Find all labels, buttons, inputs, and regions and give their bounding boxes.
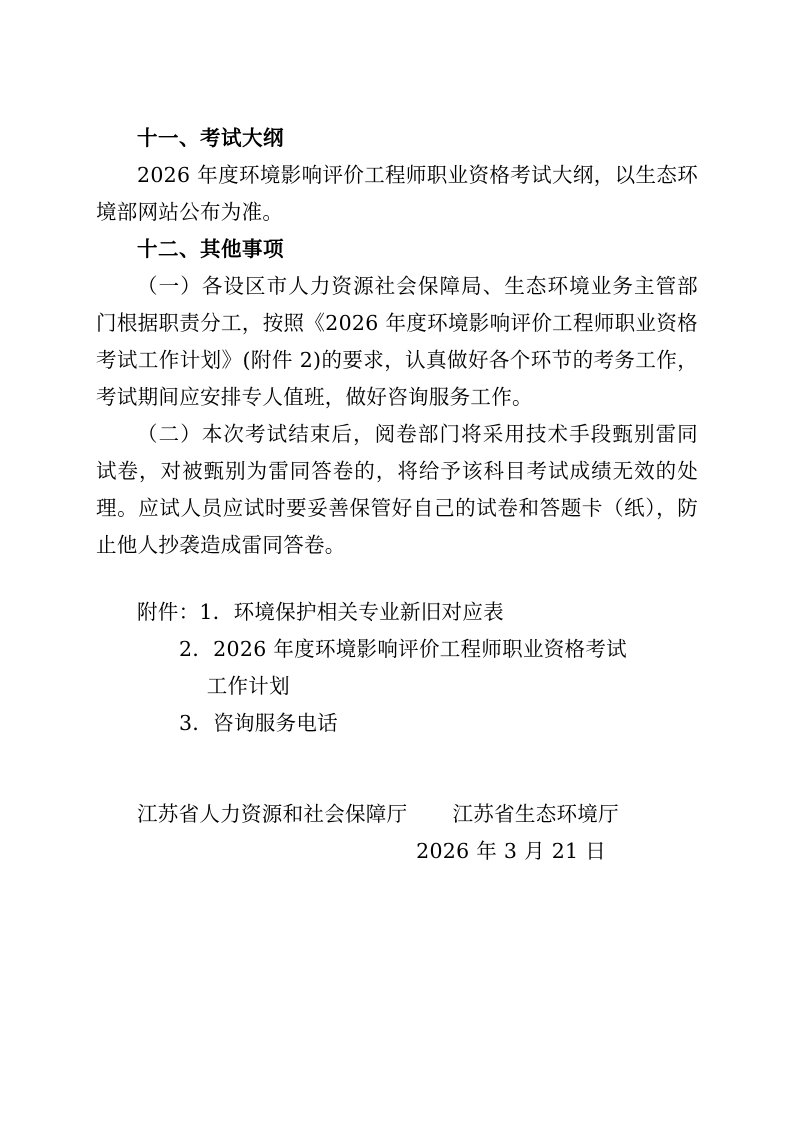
- attachment-text-2: 2026 年度环境影响评价工程师职业资格考试: [213, 637, 627, 661]
- section-heading-other-matters: 十二、其他事项: [137, 237, 284, 261]
- attachment-number-2: 2．: [179, 637, 214, 661]
- paragraph-other-matters-2: （二）本次考试结束后，阅卷部门将采用技术手段甄别雷同试卷，对被甄别为雷同答卷的，将给予该科目考试成绩无效的处理。应试人员应试时要妥善保管好自己的试卷和答题卡（纸），防止他人抄袭造成雷同答卷。: [96, 422, 698, 557]
- signature-org-left: 江苏省人力资源和社会保障厅: [137, 802, 408, 826]
- attachment-item-3: [96, 705, 698, 742]
- attachment-text-3: 咨询服务电话: [213, 711, 338, 735]
- document-body: [96, 120, 698, 870]
- signature-org-right: 江苏省生态环境厅: [452, 802, 619, 826]
- attachment-text-1: 环境保护相关专业新旧对应表: [233, 600, 504, 624]
- paragraph-exam-syllabus: 2026 年度环境影响评价工程师职业资格考试大纲，以生态环境部网站公布为准。: [96, 163, 698, 224]
- attachment-number-1: 1．: [199, 600, 234, 624]
- attachments-label: 附件：: [137, 600, 200, 624]
- signature-organizations: [96, 796, 698, 833]
- attachment-item-1: [96, 594, 698, 631]
- attachment-number-3: 3．: [179, 711, 214, 735]
- attachment-item-2-continuation: 工作计划: [206, 674, 290, 698]
- section-heading-exam-syllabus: 十一、考试大纲: [137, 126, 284, 150]
- paragraph-other-matters-1: （一）各设区市人力资源社会保障局、生态环境业务主管部门根据职责分工，按照《2026 年度环境影响评价工程师职业资格考试工作计划》(附件 2)的要求，认真做好各个环节的考务工作，考试期间应安排专人值班，做好咨询服务工作。: [96, 274, 698, 409]
- attachments-list: [96, 594, 698, 742]
- spacer-before-signature: [96, 742, 698, 796]
- attachment-item-2: [96, 631, 698, 668]
- signature-block: [96, 796, 698, 870]
- signature-date: 2026 年 3 月 21 日: [416, 839, 606, 863]
- spacer-before-attachments: [96, 564, 698, 594]
